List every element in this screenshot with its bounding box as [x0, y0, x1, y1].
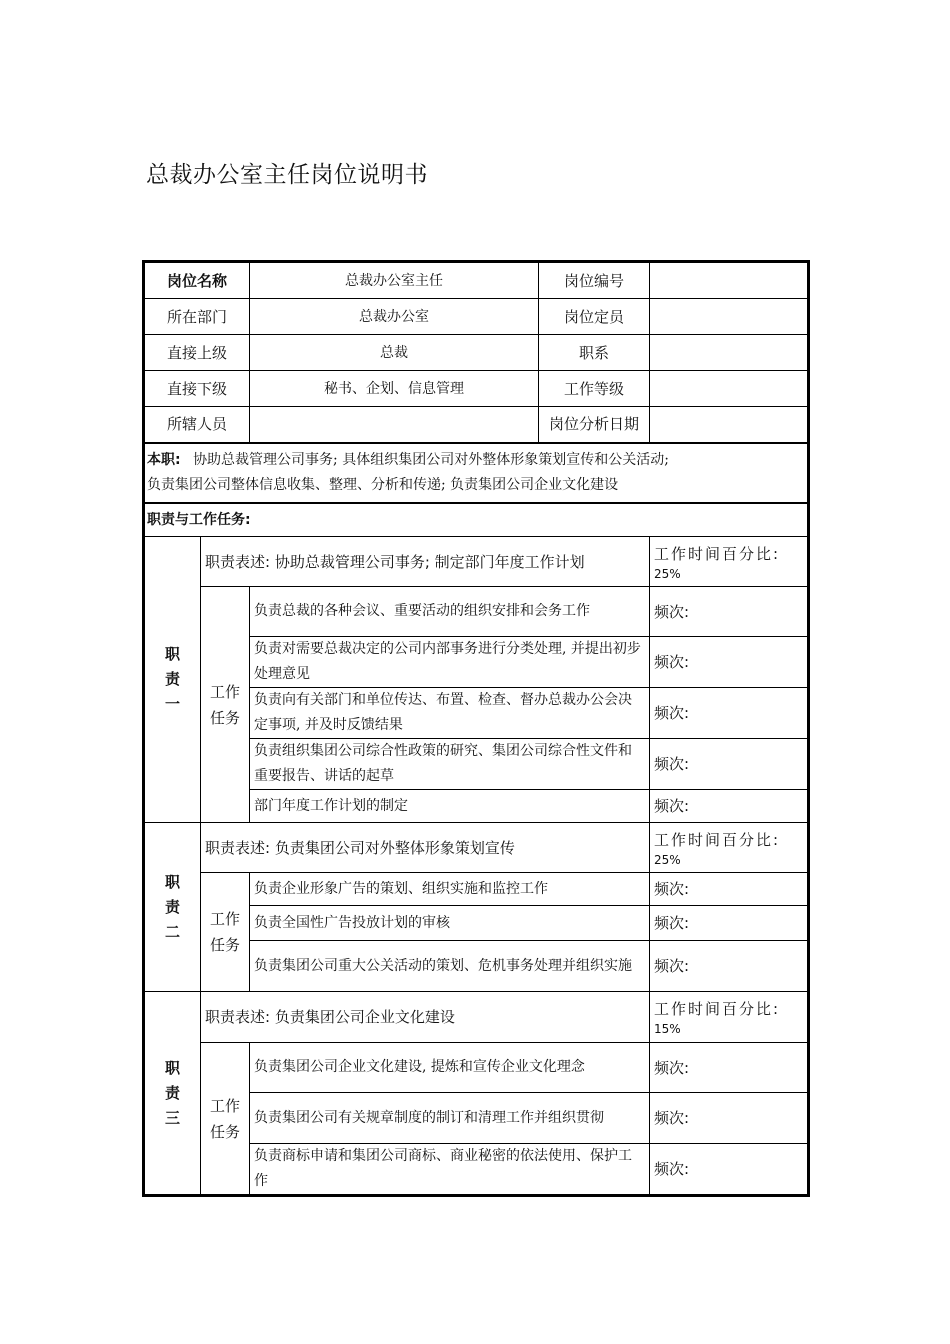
- duty-description-3: 职责表述: 负责集团公司企业文化建设: [201, 992, 650, 1043]
- duty-description-1: 职责表述: 协助总裁管理公司事务; 制定部门年度工作计划: [201, 537, 650, 587]
- time-percent-3: 工作时间百分比: 15%: [650, 992, 808, 1043]
- value-analysis-date: [650, 407, 808, 443]
- task-text: 负责集团公司有关规章制度的制订和清理工作并组织贯彻: [250, 1093, 650, 1144]
- task-row: [145, 1043, 808, 1093]
- duty-name-2: 职 责 二: [145, 823, 201, 992]
- value-direct-subordinate: 秘书、企划、信息管理: [250, 371, 539, 407]
- label-staff: 所辖人员: [145, 407, 250, 443]
- time-percent-2: 工作时间百分比: 25%: [650, 823, 808, 873]
- task-frequency: 频次:: [650, 1043, 808, 1093]
- duty-summary-line-2: 负责集团公司整体信息收集、整理、分析和传递; 负责集团公司企业文化建设: [147, 476, 619, 493]
- info-row: [145, 335, 808, 371]
- work-task-label-1: 工作 任务: [201, 587, 250, 823]
- task-text: 负责全国性广告投放计划的审核: [250, 906, 650, 941]
- task-text: 负责向有关部门和单位传达、布置、检查、督办总裁办公会决定事项, 并及时反馈结果: [250, 688, 650, 739]
- task-row: [145, 587, 808, 637]
- task-text: 负责集团公司企业文化建设, 提炼和宣传企业文化理念: [250, 1043, 650, 1093]
- task-text: 部门年度工作计划的制定: [250, 790, 650, 823]
- label-analysis-date: 岗位分析日期: [539, 407, 650, 443]
- info-row: [145, 407, 808, 443]
- info-row: [145, 299, 808, 335]
- task-text: 负责组织集团公司综合性政策的研究、集团公司综合性文件和重要报告、讲话的起草: [250, 739, 650, 790]
- duty-description-2: 职责表述: 负责集团公司对外整体形象策划宣传: [201, 823, 650, 873]
- task-frequency: 频次:: [650, 1093, 808, 1144]
- info-row: [145, 263, 808, 299]
- duty-description-row: [145, 537, 808, 587]
- label-job-family: 职系: [539, 335, 650, 371]
- task-frequency: 频次:: [650, 906, 808, 941]
- task-row: [145, 873, 808, 906]
- label-position-name: 岗位名称: [145, 263, 250, 299]
- duty-description-row: [145, 992, 808, 1043]
- job-description-table: [144, 262, 808, 1195]
- duty-summary-row: [145, 443, 808, 503]
- task-frequency: 频次:: [650, 790, 808, 823]
- label-department: 所在部门: [145, 299, 250, 335]
- duty-name-3: 职 责 三: [145, 992, 201, 1195]
- task-frequency: 频次:: [650, 739, 808, 790]
- task-frequency: 频次:: [650, 587, 808, 637]
- label-direct-subordinate: 直接下级: [145, 371, 250, 407]
- duty-summary-line-1: 协助总裁管理公司事务; 具体组织集团公司对外整体形象策划宣传和公关活动;: [193, 451, 669, 468]
- task-text: 负责商标申请和集团公司商标、商业秘密的依法使用、保护工作: [250, 1144, 650, 1195]
- value-position-name: 总裁办公室主任: [250, 263, 539, 299]
- duty-summary-label: 本职:: [147, 451, 181, 468]
- value-staff: [250, 407, 539, 443]
- label-position-code: 岗位编号: [539, 263, 650, 299]
- task-text: 负责企业形象广告的策划、组织实施和监控工作: [250, 873, 650, 906]
- task-frequency: 频次:: [650, 941, 808, 992]
- work-task-label-2: 工作 任务: [201, 873, 250, 992]
- task-frequency: 频次:: [650, 1144, 808, 1195]
- task-text: 负责总裁的各种会议、重要活动的组织安排和会务工作: [250, 587, 650, 637]
- duty-name-1: 职 责 一: [145, 537, 201, 823]
- label-headcount: 岗位定员: [539, 299, 650, 335]
- info-row: [145, 371, 808, 407]
- value-headcount: [650, 299, 808, 335]
- label-job-grade: 工作等级: [539, 371, 650, 407]
- value-position-code: [650, 263, 808, 299]
- label-direct-superior: 直接上级: [145, 335, 250, 371]
- value-department: 总裁办公室: [250, 299, 539, 335]
- section-header-row: [145, 503, 808, 537]
- time-percent-1: 工作时间百分比: 25%: [650, 537, 808, 587]
- task-frequency: 频次:: [650, 688, 808, 739]
- value-direct-superior: 总裁: [250, 335, 539, 371]
- section-header: 职责与工作任务:: [145, 503, 808, 537]
- duty-description-row: [145, 823, 808, 873]
- value-job-grade: [650, 371, 808, 407]
- task-text: 负责对需要总裁决定的公司内部事务进行分类处理, 并提出初步处理意见: [250, 637, 650, 688]
- task-text: 负责集团公司重大公关活动的策划、危机事务处理并组织实施: [250, 941, 650, 992]
- value-job-family: [650, 335, 808, 371]
- task-frequency: 频次:: [650, 873, 808, 906]
- document-title: 总裁办公室主任岗位说明书: [146, 162, 428, 188]
- work-task-label-3: 工作 任务: [201, 1043, 250, 1195]
- task-frequency: 频次:: [650, 637, 808, 688]
